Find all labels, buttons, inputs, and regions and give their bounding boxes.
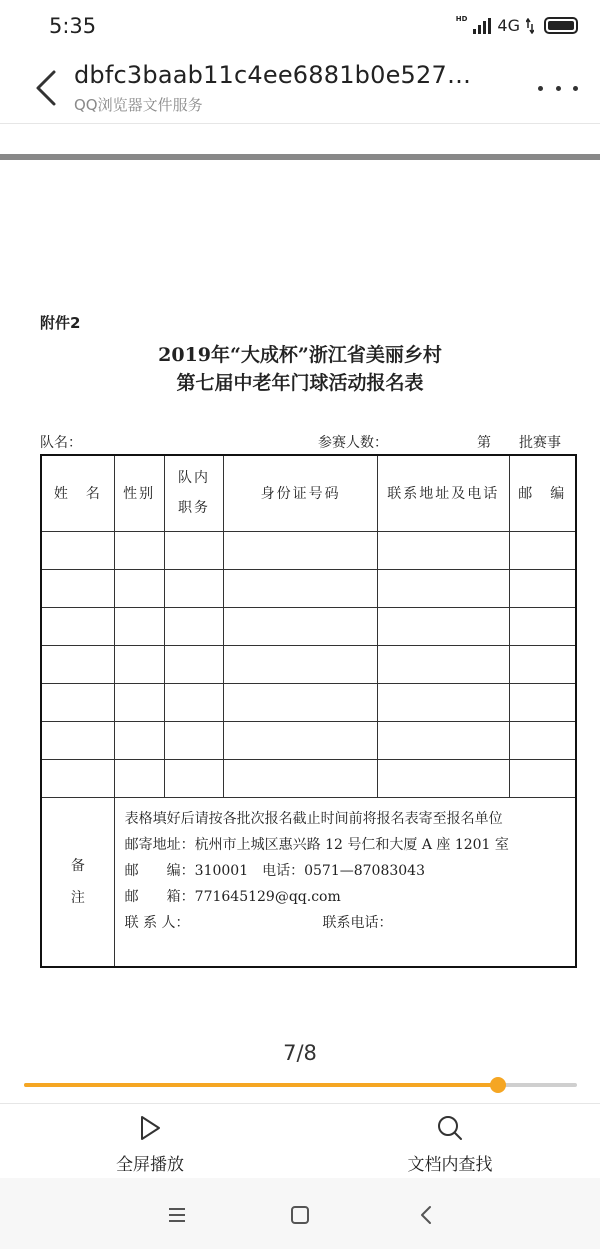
search-icon xyxy=(436,1114,464,1142)
progress-thumb[interactable] xyxy=(490,1077,506,1093)
column-header: 姓 名 xyxy=(41,455,114,531)
table-row xyxy=(41,645,576,683)
progress-fill xyxy=(24,1083,498,1087)
find-in-document-button[interactable] xyxy=(370,1114,530,1175)
table-row xyxy=(41,683,576,721)
table-cell xyxy=(224,531,378,569)
table-cell xyxy=(509,721,576,759)
hd-indicator: HD xyxy=(455,15,468,23)
table-row xyxy=(41,759,576,797)
table-cell xyxy=(164,645,224,683)
remarks-line: 表格填好后请按各批次报名截止时间前将报名表寄至报名单位 xyxy=(124,810,503,827)
registration-table xyxy=(40,454,577,968)
column-header: 队内 职务 xyxy=(164,455,224,531)
table-cell xyxy=(41,683,114,721)
table-cell xyxy=(41,607,114,645)
table-cell xyxy=(509,531,576,569)
table-cell xyxy=(114,645,164,683)
more-dot xyxy=(556,86,561,91)
document-title: dbfc3baab11c4ee6881b0e527… xyxy=(74,61,472,89)
more-options-icon[interactable] xyxy=(538,78,578,98)
table-row xyxy=(41,607,576,645)
table-row xyxy=(41,569,576,607)
table-cell xyxy=(164,531,224,569)
status-time: 5:35 xyxy=(49,14,97,38)
batch-suffix: 批赛事 xyxy=(519,435,561,451)
table-cell xyxy=(41,531,114,569)
table-cell xyxy=(41,645,114,683)
table-cell xyxy=(509,759,576,797)
fullscreen-play-label: 全屏播放 xyxy=(116,1155,184,1175)
table-cell xyxy=(509,683,576,721)
team-name-label: 队名： xyxy=(40,435,82,451)
table-cell xyxy=(224,645,378,683)
table-cell xyxy=(41,569,114,607)
home-icon[interactable] xyxy=(285,1200,315,1230)
table-cell xyxy=(114,531,164,569)
attachment-label: 附件2 xyxy=(40,314,81,332)
form-title-line2: 第七届中老年门球活动报名表 xyxy=(176,372,424,394)
table-cell xyxy=(114,721,164,759)
remarks-label: 备 注 xyxy=(41,797,114,967)
system-back-icon[interactable] xyxy=(411,1200,441,1230)
more-dot xyxy=(538,86,543,91)
table-cell xyxy=(377,759,509,797)
remarks-content xyxy=(114,797,576,967)
table-cell xyxy=(509,645,576,683)
remarks-line: 联 系 人： 联系电话： xyxy=(124,914,393,931)
table-cell xyxy=(224,721,378,759)
column-header: 邮 编 xyxy=(509,455,576,531)
play-icon xyxy=(137,1114,163,1142)
find-in-document-label: 文档内查找 xyxy=(407,1155,493,1175)
document-page[interactable] xyxy=(0,160,600,1030)
table-cell xyxy=(377,683,509,721)
network-type: 4G xyxy=(497,16,520,35)
table-header-row xyxy=(41,455,576,531)
fullscreen-play-button[interactable] xyxy=(70,1114,230,1175)
table-cell xyxy=(509,607,576,645)
table-cell xyxy=(224,683,378,721)
title-bar xyxy=(0,52,600,124)
table-cell xyxy=(114,759,164,797)
table-cell xyxy=(224,759,378,797)
table-cell xyxy=(164,607,224,645)
table-cell xyxy=(164,569,224,607)
table-cell xyxy=(377,569,509,607)
table-cell xyxy=(114,607,164,645)
page-indicator: 7/8 xyxy=(283,1041,317,1065)
system-nav-bar xyxy=(0,1178,600,1249)
table-cell xyxy=(164,721,224,759)
remarks-line: 邮寄地址：杭州市上城区惠兴路 12 号仁和大厦 A 座 1201 室 xyxy=(124,836,509,853)
table-cell xyxy=(377,721,509,759)
remarks-line: 邮 编：310001 电话：0571—87083043 xyxy=(124,862,425,879)
table-cell xyxy=(224,569,378,607)
table-cell xyxy=(114,569,164,607)
table-cell xyxy=(164,759,224,797)
table-cell xyxy=(224,607,378,645)
table-cell xyxy=(377,531,509,569)
page-progress-slider[interactable] xyxy=(24,1083,577,1087)
table-row xyxy=(41,721,576,759)
table-cell xyxy=(509,569,576,607)
column-header: 性别 xyxy=(114,455,164,531)
table-cell xyxy=(114,683,164,721)
table-cell xyxy=(41,721,114,759)
remarks-row xyxy=(41,797,576,967)
table-row xyxy=(41,531,576,569)
status-icons xyxy=(456,16,578,35)
column-header: 联系地址及电话 xyxy=(377,455,509,531)
table-cell xyxy=(377,645,509,683)
signal-icon xyxy=(473,18,491,34)
data-activity-icon xyxy=(526,18,534,34)
bottom-toolbar xyxy=(0,1103,600,1173)
more-dot xyxy=(573,86,578,91)
column-header: 身份证号码 xyxy=(224,455,378,531)
status-bar xyxy=(0,0,600,52)
back-icon[interactable] xyxy=(28,66,64,110)
remarks-line: 邮 箱：771645129@qq.com xyxy=(124,888,341,905)
batch-prefix: 第 xyxy=(477,435,491,451)
form-title-line1: 2019年“大成杯”浙江省美丽乡村 xyxy=(158,344,442,366)
table-cell xyxy=(41,759,114,797)
menu-icon[interactable] xyxy=(162,1200,192,1230)
document-source: QQ浏览器文件服务 xyxy=(74,96,203,114)
battery-icon xyxy=(544,17,578,34)
table-cell xyxy=(164,683,224,721)
table-cell xyxy=(377,607,509,645)
participants-label: 参赛人数： xyxy=(318,435,388,451)
